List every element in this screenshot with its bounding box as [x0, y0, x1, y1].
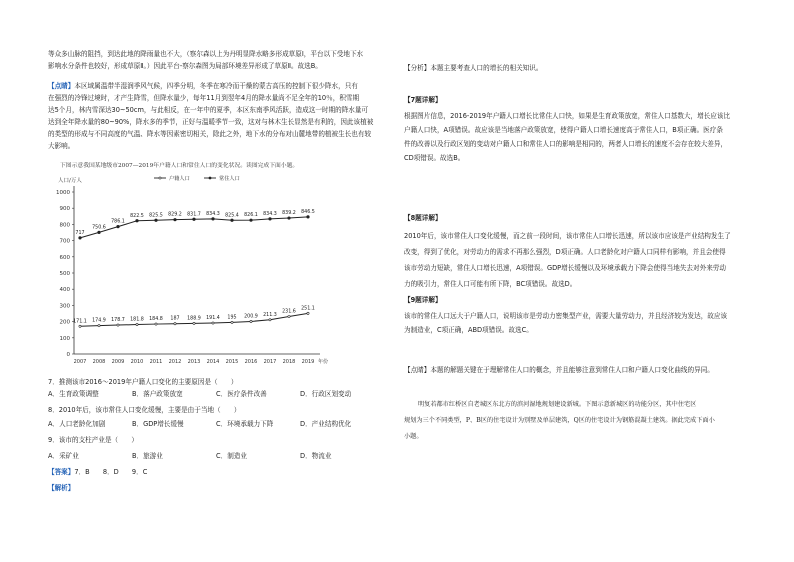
question-7: 7．推测该市2016～2019年户籍人口变化的主要原因是（ ） — [48, 378, 238, 386]
x-tick-label: 2012 — [168, 359, 182, 365]
paragraph-line: 达5个月，林内雪深达30~50cm，与此相反，在一年中的夏季，本区东南季风活跃，造成这一时期的降水量可 — [48, 106, 369, 114]
data-label: 786.1 — [111, 219, 125, 225]
data-point — [193, 322, 195, 324]
y-tick-label: 900 — [59, 206, 70, 213]
data-label: 211.3 — [263, 312, 277, 318]
data-label: 231.6 — [282, 309, 296, 315]
option-8b: B．GDP增长缓慢 — [132, 420, 184, 428]
data-label: 178.7 — [111, 318, 125, 324]
y-tick-label: 100 — [59, 335, 70, 342]
question-9: 9．该市的支柱产业是（ ） — [48, 436, 138, 444]
paragraph-line: 件的改善以及行政区划的变动对户籍人口和常住人口的影响是相同的，两者人口增长的速度不会存在较大差异， — [404, 140, 728, 148]
x-tick-label: 2008 — [92, 359, 106, 365]
data-point — [173, 218, 176, 221]
next-intro-line: 明复若都市红桥区自老城区东北方的滨河湿地规划建设新城。下图示意新城区的功能分区，其中住宅区 — [418, 401, 697, 408]
comment-line — [48, 82, 358, 91]
answer-line — [48, 468, 147, 477]
option-9c: C．制造业 — [216, 452, 247, 460]
paragraph-line: 该市劳动力短缺，常住人口增长迅速，A项错误。GDP增长缓慢以及环境承载力下降会使得当地失去对外来劳动 — [404, 264, 726, 272]
q7-heading: 【7题详解】 — [404, 96, 442, 104]
comment-line: 【点睛】本题的解题关键在于理解常住人口的概念，并且能够注意到常住人口和户籍人口变化曲线的异同。 — [404, 366, 714, 374]
data-label: 829.2 — [168, 212, 182, 218]
data-point — [79, 325, 81, 327]
data-label: 826.1 — [244, 213, 258, 219]
q9-heading: 【9题详解】 — [404, 296, 442, 304]
x-axis-label: 年份 — [318, 359, 329, 365]
analysis-line: 【分析】本题主要考查人口的增长的相关知识。 — [404, 64, 543, 72]
answer-label: 【答案】 — [48, 468, 75, 476]
data-point — [136, 323, 138, 325]
x-tick-label: 2010 — [130, 359, 144, 365]
comment-text: 本区域属温带半湿润季风气候，四季分明，冬季在寒冷而干燥的蒙古高压的控制下很少降水，只有 — [74, 82, 358, 90]
option-8c: C．环境承载力下降 — [216, 420, 274, 428]
legend-marker — [209, 177, 212, 180]
option-7b: B．落户政策放宽 — [132, 390, 183, 398]
figure-intro: 下图示意我国某地级市2007—2019年户籍人口和常住人口的变化状况。读图完成下面小题。 — [60, 163, 299, 169]
y-tick-label: 500 — [59, 271, 70, 277]
data-label: 188.9 — [187, 316, 201, 322]
y-tick-label: 400 — [59, 287, 70, 294]
data-label: 195 — [227, 315, 237, 321]
data-point — [211, 217, 214, 220]
data-point — [116, 225, 119, 228]
data-point — [307, 312, 309, 314]
x-tick-label: 2009 — [111, 359, 125, 365]
answer-text: 7．B 8．D 9．C — [74, 468, 148, 476]
data-label: 191.4 — [206, 315, 220, 321]
y-axis-label: 人口/万人 — [58, 178, 82, 184]
x-tick-label: 2013 — [187, 359, 201, 365]
paragraph-line: 改变，得到了优化，对劳动力的需求不再那么强烈，D项正确。人口老龄化对户籍人口同样有影响，并且会使得 — [404, 248, 726, 256]
data-label: 171.1 — [73, 319, 87, 325]
data-label: 846.5 — [301, 209, 315, 215]
data-point — [154, 219, 157, 222]
legend-marker — [159, 177, 161, 179]
data-point — [192, 218, 195, 221]
data-point — [287, 216, 290, 219]
data-label: 834.3 — [206, 211, 220, 217]
data-label: 839.2 — [282, 211, 296, 217]
data-point — [212, 322, 214, 324]
data-label: 184.8 — [149, 317, 163, 323]
x-tick-label: 2019 — [301, 359, 315, 365]
x-tick-label: 2014 — [206, 359, 220, 365]
x-tick-label: 2018 — [282, 359, 296, 365]
y-tick-label: 200 — [59, 319, 70, 326]
option-9b: B．旅游业 — [132, 452, 163, 460]
data-label: 825.5 — [149, 213, 163, 219]
data-label: 717 — [75, 230, 85, 236]
data-label: 750.6 — [92, 225, 106, 231]
paragraph-line: 的类型的形成与不同高度的气温、降水等因素密切相关，除此之外，地下水的分布对山麓地带的植被生长也有较 — [48, 130, 372, 138]
x-tick-label: 2011 — [149, 359, 163, 365]
comment-label: 【点睛】 — [48, 82, 75, 90]
paragraph-line: 2010年后，该市常住人口变化缓慢，而之前一段时间，该市常住人口增长迅速，所以该市应该是产业结构发生了 — [404, 232, 731, 240]
y-tick-label: 1000 — [56, 190, 70, 196]
data-point — [78, 236, 81, 239]
data-point — [268, 217, 271, 220]
paragraph-line: 户籍人口快，A项错误。故应该是当地落户政策放宽，使得户籍人口增长速度高于常住人口，B项正确。医疗条 — [404, 126, 723, 134]
paragraph-line: 根据图片信息，2016-2019年户籍人口增长比常住人口快，如果是生育政策放宽，常住人口基数大，增长应该比 — [404, 112, 731, 120]
data-point — [230, 219, 233, 222]
y-tick-label: 600 — [59, 254, 70, 261]
y-tick-label: 800 — [59, 222, 70, 229]
legend-label: 常住人口 — [219, 176, 240, 182]
option-7c: C．医疗条件改善 — [216, 390, 267, 398]
paragraph-line: 为制造业，C项正确，ABD项错误。故选C。 — [404, 326, 533, 334]
data-point — [288, 315, 290, 317]
paragraph-line: 达到全年降水量的80~90%，降水多的季节，正好与温暖季节一致，这对与林木生长显然是有利的，因此该植被 — [48, 118, 374, 126]
option-7d: D．行政区划变动 — [300, 390, 352, 398]
data-label: 831.7 — [187, 212, 201, 218]
legend-label: 户籍人口 — [169, 176, 190, 182]
data-label: 174.9 — [92, 318, 106, 324]
data-point — [269, 319, 271, 321]
data-label: 825.4 — [225, 213, 239, 219]
population-line-chart — [34, 170, 334, 375]
paragraph-line: CD项错误。故选B。 — [404, 154, 465, 162]
data-label: 187 — [170, 316, 180, 322]
data-point — [249, 219, 252, 222]
option-8a: A．人口老龄化加剧 — [48, 420, 106, 428]
next-intro-line: 规划为三个不同类型，P、B区的住宅设计为别墅及单层建筑，Q区的住宅设计为钢筋混凝土建筑。据此完成下面小 — [404, 417, 715, 424]
data-point — [97, 231, 100, 234]
paragraph-line: 力的吸引力，常住人口可能有所下降，BC项错误。故选D。 — [404, 280, 577, 288]
data-label: 251.1 — [301, 306, 315, 312]
data-point — [98, 325, 100, 327]
paragraph-line: 影响水分条件也较好，形成草原Ⅱ。）因此平台-察尔森图为局部环境差异形成了草原Ⅱ。故选B。 — [48, 62, 322, 70]
paragraph-line: 该市的常住人口远大于户籍人口，说明该市是劳动力密集型产业，需要大量劳动力，并且经济较为发达，故应该 — [404, 312, 728, 320]
paragraph-line: 大影响。 — [48, 142, 75, 150]
data-label: 200.9 — [244, 314, 258, 320]
data-point — [135, 219, 138, 222]
paragraph-line: 在强烈的冷锋过境时，才产生降雪，但降水量少，每年11月到翌年4月的降水量尚不足全年的10％，积雪期 — [48, 94, 360, 102]
data-point — [231, 321, 233, 323]
data-point — [250, 320, 252, 322]
data-label: 822.5 — [130, 213, 144, 219]
x-tick-label: 2007 — [73, 359, 87, 365]
paragraph-line: 等众多山脉的阻挡，到达此地的降雨量也不大，（察尔森以上为丹明显降水略多形成草原Ⅰ，平台以下受地下水 — [48, 50, 364, 58]
data-point — [117, 324, 119, 326]
data-point — [306, 215, 309, 218]
option-9a: A．采矿业 — [48, 452, 79, 460]
x-tick-label: 2015 — [225, 359, 239, 365]
analysis-label: 【解析】 — [48, 484, 75, 492]
data-point — [155, 323, 157, 325]
data-point — [174, 323, 176, 325]
option-9d: D．物流业 — [300, 452, 332, 460]
y-tick-label: 0 — [66, 352, 70, 358]
option-7a: A．生育政策调整 — [48, 390, 99, 398]
y-tick-label: 300 — [59, 303, 70, 310]
next-intro-line: 小题。 — [404, 433, 423, 440]
option-8d: D．产业结构优化 — [300, 420, 352, 428]
q8-heading: 【8题详解】 — [404, 214, 442, 222]
x-tick-label: 2016 — [244, 359, 258, 365]
question-8: 8．2010年后，该市常住人口变化缓慢，主要是由于当地（ ） — [48, 406, 241, 414]
data-label: 834.3 — [263, 211, 277, 217]
y-tick-label: 700 — [59, 238, 70, 245]
x-tick-label: 2017 — [263, 359, 277, 365]
data-label: 181.8 — [130, 317, 144, 323]
